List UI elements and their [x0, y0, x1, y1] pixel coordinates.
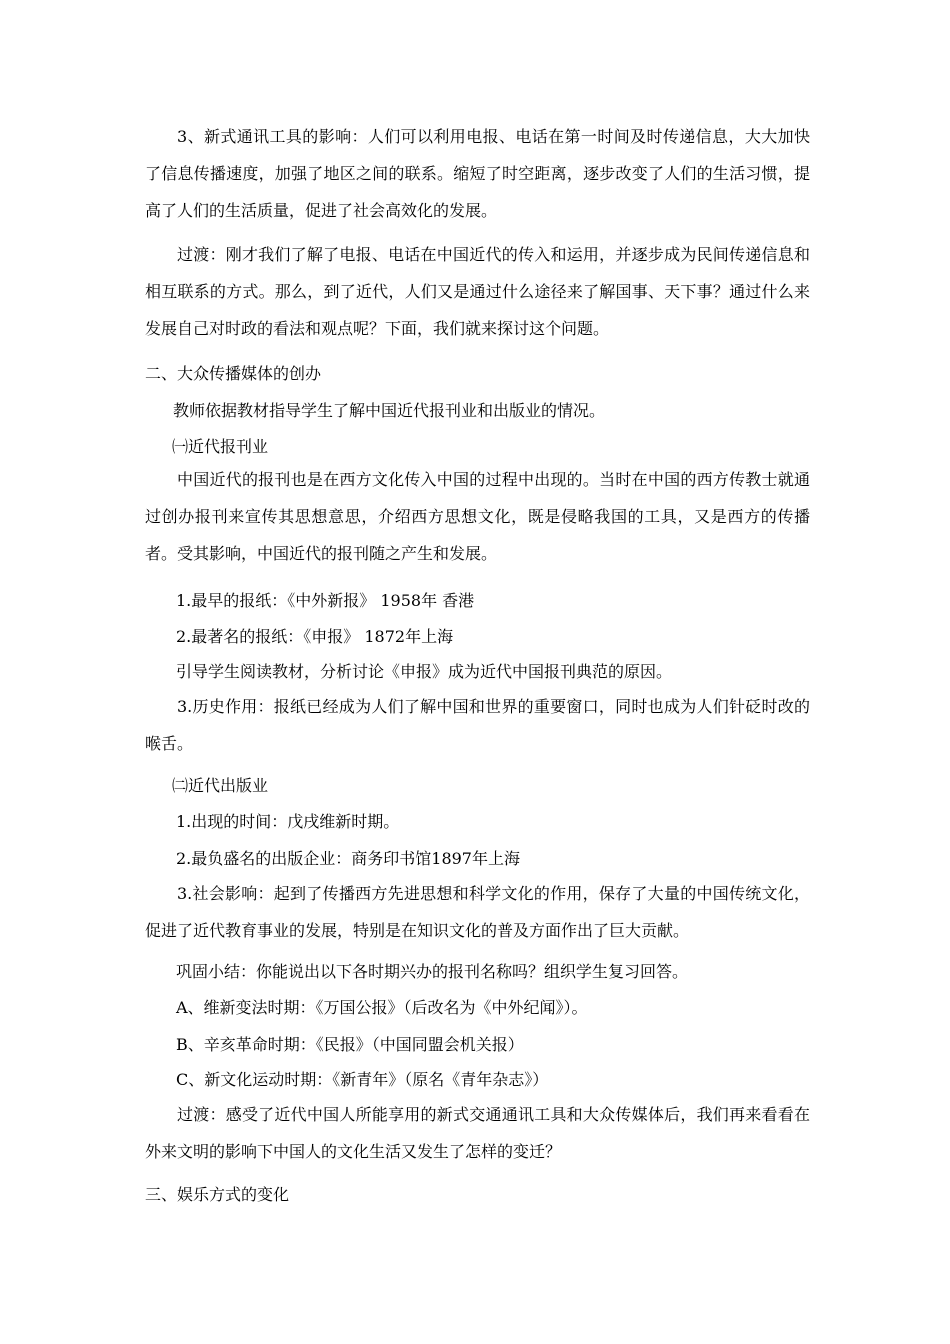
item-new-culture-period: C、新文化运动时期：《新青年》（原名《青年杂志》）	[176, 1070, 549, 1089]
subheading-newspapers: ㈠近代报刊业	[172, 437, 269, 456]
section-heading-entertainment: 三、娱乐方式的变化	[145, 1185, 290, 1204]
paragraph-transition-2: 过渡：感受了近代中国人所能享用的新式交通通讯工具和大众传媒体后，我们再来看看在外来文明的影响下中国人的文化生活又发生了怎样的变迁？	[145, 1105, 810, 1161]
paragraph-social-impact: 3.社会影响：起到了传播西方先进思想和科学文化的作用，保存了大量的中国传统文化，促进了近代教育事业的发展，特别是在知识文化的普及方面作出了巨大贡献。	[145, 884, 810, 940]
item-famous-newspaper: 2.最著名的报纸：《申报》 1872年上海	[176, 627, 454, 646]
item-famous-publisher: 2.最负盛名的出版企业：商务印书馆1897年上海	[176, 849, 520, 868]
item-revolution-period: B、辛亥革命时期：《民报》（中国同盟会机关报）	[176, 1035, 524, 1054]
text-teacher-guidance: 教师依据教材指导学生了解中国近代报刊业和出版业的情况。	[173, 401, 606, 420]
section-heading-mass-media: 二、大众传播媒体的创办	[145, 364, 322, 383]
paragraph-historical-role: 3.历史作用：报纸已经成为人们了解中国和世界的重要窗口，同时也成为人们针砭时改的喉舌。	[145, 697, 810, 753]
item-earliest-newspaper: 1.最早的报纸：《中外新报》 1958年 香港	[176, 591, 475, 610]
subheading-publishing: ㈡近代出版业	[172, 776, 269, 795]
text-review-summary: 巩固小结：你能说出以下各时期兴办的报刊名称吗？组织学生复习回答。	[176, 962, 689, 981]
item-publishing-time: 1.出现的时间：戊戌维新时期。	[176, 812, 400, 831]
paragraph-newspaper-origin: 中国近代的报刊也是在西方文化传入中国的过程中出现的。当时在中国的西方传教士就通过创办报刊来宣传其思想意思，介绍西方思想文化，既是侵略我国的工具，又是西方的传播者。受其影响，中国近代的报刊随之产生和发展。	[145, 470, 810, 563]
paragraph-transition-1: 过渡：刚才我们了解了电报、电话在中国近代的传入和运用，并逐步成为民间传递信息和相互联系的方式。那么，到了近代，人们又是通过什么途径来了解国事、天下事？通过什么来发展自己对时政的看法和观点呢？下面，我们就来探讨这个问题。	[145, 245, 810, 338]
text-reading-guidance: 引导学生阅读教材，分析讨论《申报》成为近代中国报刊典范的原因。	[176, 662, 673, 681]
item-reform-period: A、维新变法时期：《万国公报》（后改名为《中外纪闻》）。	[176, 998, 588, 1017]
paragraph-telecom-impact: 3、新式通讯工具的影响：人们可以利用电报、电话在第一时间及时传递信息，大大加快了信息传播速度，加强了地区之间的联系。缩短了时空距离，逐步改变了人们的生活习惯，提高了人们的生活质量，促进了社会高效化的发展。	[145, 127, 810, 220]
